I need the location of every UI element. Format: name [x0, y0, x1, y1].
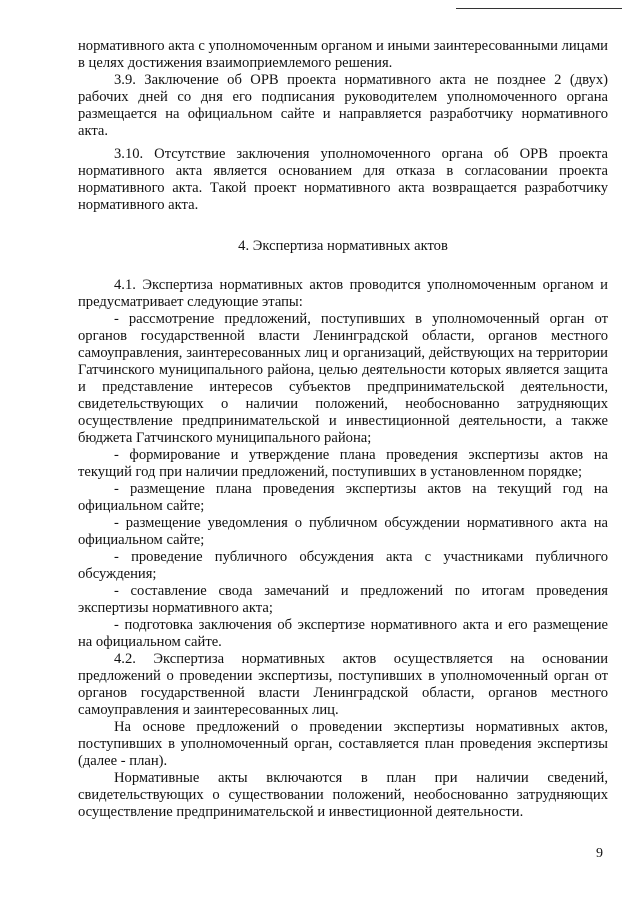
paragraph-inclusion: Нормативные акты включаются в план при наличии сведений, свидетельствующих о существовании положений, необоснованно затрудняющих осуществление предпринимательской и инвестиционной деятельности. [78, 770, 608, 820]
page-number: 9 [596, 846, 603, 861]
paragraph-4-2: 4.2. Экспертиза нормативных актов осуществляется на основании предложений о проведении экспертизы, поступивших в уполномоченный орган от органов государственной власти Ленинградской области, органов местного самоуправления и заинтересованных лиц. [78, 651, 608, 718]
list-item: - размещение уведомления о публичном обсуждении нормативного акта на официальном сайте; [78, 515, 608, 548]
paragraph-plan: На основе предложений о проведении экспертизы нормативных актов, поступивших в уполномоченный орган, составляется план проведения экспертизы (далее - план). [78, 719, 608, 769]
paragraph-continuation: нормативного акта с уполномоченным органом и иными заинтересованными лицами в целях достижения взаимоприемлемого решения. [78, 38, 608, 71]
paragraph-3-9: 3.9. Заключение об ОРВ проекта нормативного акта не позднее 2 (двух) рабочих дней со дня его подписания руководителем уполномоченного органа размещается на официальном сайте и направляется разработчику нормативного акта. [78, 72, 608, 139]
list-item: - рассмотрение предложений, поступивших в уполномоченный орган от органов государственной власти Ленинградской области, органов местного самоуправления, заинтересованных лиц и организаций, действующих на территории Гатчинского муниципального района, целью деятельности которых является защита и представление интересов субъектов предпринимательской деятельности, свидетельствующих о наличии положений, необоснованно затрудняющих осуществление предпринимательской и инвестиционной деятельности, а также бюджета Гатчинского муниципального района; [78, 311, 608, 446]
list-item: - проведение публичного обсуждения акта с участниками публичного обсуждения; [78, 549, 608, 582]
list-item: - размещение плана проведения экспертизы актов на текущий год на официальном сайте; [78, 481, 608, 514]
list-item: - подготовка заключения об экспертизе нормативного акта и его размещение на официальном сайте. [78, 617, 608, 650]
stages-list [78, 311, 608, 651]
list-item: - составление свода замечаний и предложений по итогам проведения экспертизы нормативного акта; [78, 583, 608, 616]
section-heading: 4. Экспертиза нормативных актов [238, 238, 448, 254]
document-body [78, 38, 608, 821]
header-rule [456, 8, 622, 9]
paragraph-4-1: 4.1. Экспертиза нормативных актов проводится уполномоченным органом и предусматривает следующие этапы: [78, 277, 608, 310]
paragraph-3-10: 3.10. Отсутствие заключения уполномоченного органа об ОРВ проекта нормативного акта является основанием для отказа в согласовании проекта нормативного акта. Такой проект нормативного акта возвращается разработчику нормативного акта. [78, 146, 608, 213]
list-item: - формирование и утверждение плана проведения экспертизы актов на текущий год при наличии предложений, поступивших в установленном порядке; [78, 447, 608, 480]
